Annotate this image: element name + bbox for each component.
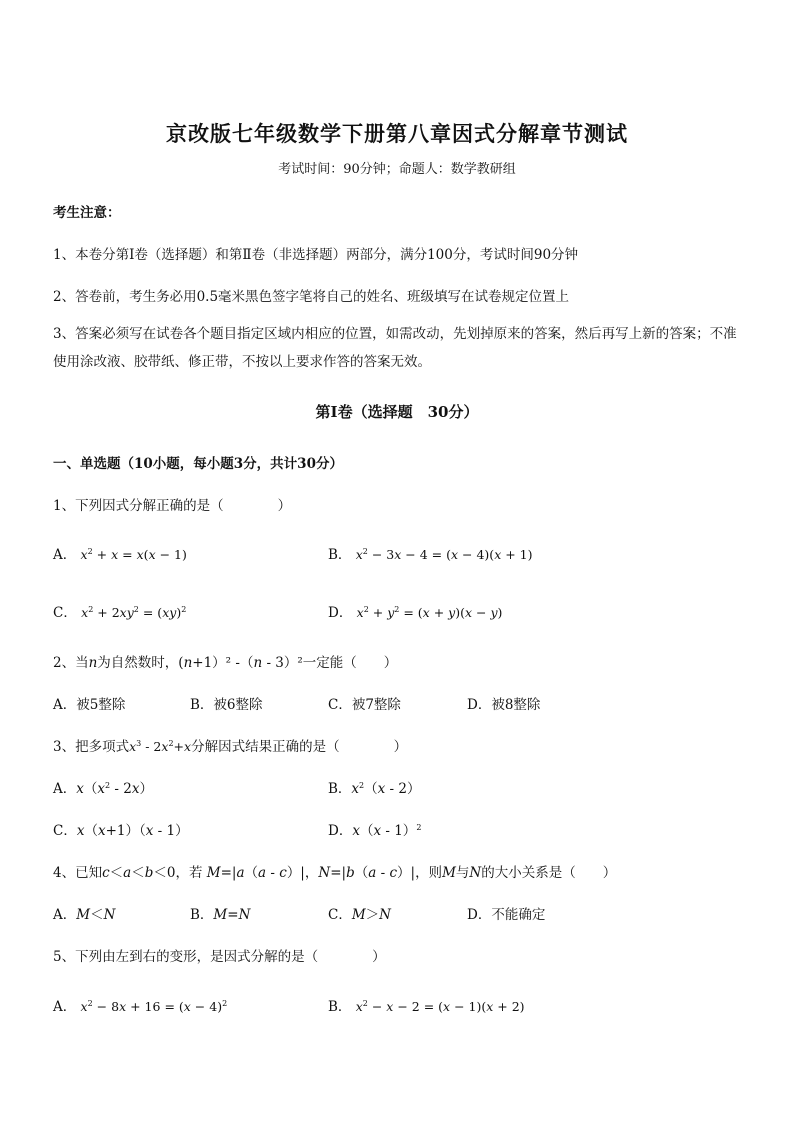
math-formula: N [469, 865, 482, 881]
stem-text: +1）² -（ [192, 655, 254, 671]
question-3-option-a[interactable] [53, 777, 153, 797]
question-4-option-a[interactable]: A．M＜N [53, 907, 116, 923]
question-1-option-c[interactable] [53, 601, 186, 621]
stem-text: - 3）²一定能（ ） [262, 655, 398, 671]
math-formula: x（x+1）（x - 1） [76, 823, 189, 839]
stem-text: 分解因式结果正确的是（ ） [191, 739, 408, 755]
math-formula: M [76, 907, 91, 923]
math-formula: $x^2 + y^2 = (x + y)(x - y)$ [356, 605, 503, 620]
page-subtitle: 考试时间：90分钟；命题人：数学教研组 [278, 162, 516, 177]
math-formula: M [442, 865, 456, 881]
question-1-option-b[interactable] [328, 543, 533, 563]
question-4-option-c[interactable]: C．M＞N [328, 907, 391, 923]
question-4-option-d[interactable]: D．不能确定 [467, 907, 546, 923]
question-3-stem [53, 735, 407, 755]
notice-item-1: 1、本卷分第Ⅰ卷（选择题）和第Ⅱ卷（非选择题）两部分，满分100分，考试时间90分钟 [53, 247, 579, 263]
stem-variable: n [183, 655, 193, 671]
notice-item-2: 2、答卷前，考生务必用0.5毫米黑色签字笔将自己的姓名、班级填写在试卷规定位置上 [53, 289, 570, 305]
question-1-stem: 1、下列因式分解正确的是（ ） [53, 498, 292, 514]
question-1-option-d[interactable] [328, 601, 502, 621]
question-3-option-b[interactable] [328, 777, 421, 797]
question-4-option-b[interactable]: B．M=N [190, 907, 251, 923]
question-5-option-b[interactable] [328, 995, 525, 1015]
question-2-stem [53, 651, 397, 671]
option-label: A． [53, 547, 77, 563]
question-4-stem: 4、已知c＜a＜b＜0，若 M=|a（a - c）|，N=|b（a - c）|，则M与N的大小关系是（ ） [53, 865, 617, 881]
question-2-option-a[interactable]: A．被5整除 [53, 697, 126, 713]
stem-text: 为自然数时，( [97, 655, 184, 671]
option-label: A． [53, 999, 77, 1015]
math-formula: $x^2 - 8x + 16 = (x - 4)^2$ [80, 999, 228, 1014]
section-title: 第Ⅰ卷（选择题 30分） [315, 403, 479, 421]
option-label: A． [53, 781, 77, 797]
math-formula: $x^2 + x = x(x - 1)$ [80, 547, 187, 562]
math-formula: $x^2 - 3x - 4 = (x - 4)(x + 1)$ [355, 547, 533, 562]
notice-item-3: 3、答案必须写在试卷各个题目指定区域内相应的位置，如需改动，先划掉原来的答案，然后再写上新的答案；不准使用涂改液、胶带纸、修正带，不按以上要求作答的答案无效。 [53, 326, 737, 370]
part-heading: 一、单选题（10小题，每小题3分，共计30分） [53, 456, 343, 472]
question-5-option-a[interactable] [53, 995, 227, 1015]
math-formula: $x^2 + 2xy^2 = (xy)^2$ [81, 605, 187, 620]
option-label: D． [328, 823, 353, 839]
math-formula: $x^2 - x - 2 = (x - 1)(x + 2)$ [355, 999, 525, 1014]
stem-text: 的大小关系是（ ） [481, 865, 617, 881]
stem-variable: n [253, 655, 263, 671]
math-formula: M [351, 907, 366, 923]
math-formula: M [213, 907, 228, 923]
option-label: B． [328, 781, 352, 797]
stem-text: 4、已知 [53, 865, 103, 881]
stem-text: 2、当 [53, 655, 89, 671]
stem-variable: n [88, 655, 98, 671]
math-formula: $x^2(x - 2)$ [351, 781, 421, 797]
stem-text: 3、把多项式 [53, 739, 130, 755]
question-2-option-d[interactable]: D．被8整除 [467, 697, 541, 713]
stem-text: ，则 [415, 865, 443, 881]
math-formula: $x(x^2 - 2x)$ [76, 781, 153, 797]
option-label: A． [53, 907, 77, 923]
math-formula: x（x - 1）$^2$ [352, 823, 422, 839]
math-formula: $x^3 - 2x^2+x$ [129, 739, 192, 754]
option-label: C． [53, 823, 77, 839]
question-2-option-b[interactable]: B．被6整除 [190, 697, 263, 713]
question-1-option-a[interactable] [53, 543, 187, 563]
option-label: C． [328, 907, 352, 923]
page-title: 京改版七年级数学下册第八章因式分解章节测试 [166, 121, 628, 146]
notice-heading: 考生注意： [53, 205, 121, 221]
question-3-option-d[interactable] [328, 819, 421, 839]
math-formula: c＜a＜b＜0，若 M=|a（a - c）|，N=|b（a - c）| [102, 865, 416, 881]
question-2-option-c[interactable]: C．被7整除 [328, 697, 401, 713]
question-5-stem: 5、下列由左到右的变形，是因式分解的是（ ） [53, 949, 386, 965]
option-label: B． [328, 999, 352, 1015]
option-label: C． [53, 605, 77, 621]
option-label: B． [190, 907, 214, 923]
option-label: D． [328, 605, 353, 621]
option-label: B． [328, 547, 352, 563]
question-3-option-c[interactable] [53, 819, 189, 839]
